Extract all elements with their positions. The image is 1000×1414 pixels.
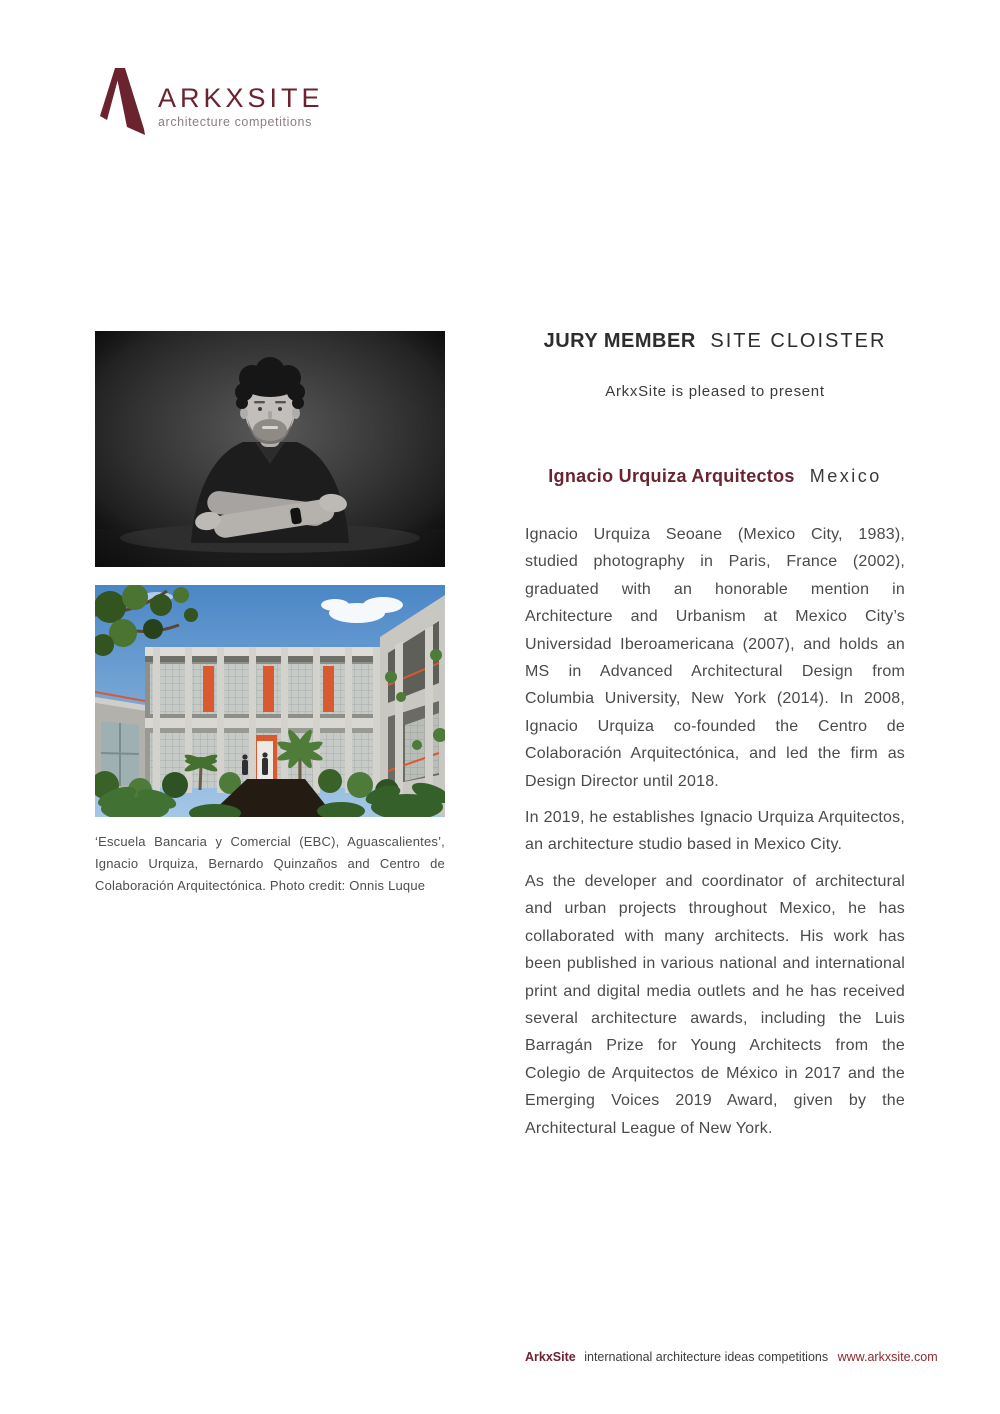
bio-paragraph-2: In 2019, he establishes Ignacio Urquiza Arquitectos, an architecture studio based in Mexico City.	[525, 809, 905, 854]
content-column	[525, 330, 905, 1151]
portrait-photo	[95, 331, 445, 567]
footer-brand: ArkxSite	[525, 1350, 576, 1364]
jury-title-label: JURY MEMBER	[543, 330, 696, 352]
jury-title-competition: SITE CLOISTER	[710, 330, 887, 352]
courtyard-photo	[95, 585, 445, 817]
jury-member-country: Mexico	[809, 466, 882, 486]
footer-description: international architecture ideas competitions	[584, 1350, 829, 1364]
biography	[525, 521, 905, 1142]
photo-column	[95, 331, 445, 897]
jury-title	[525, 330, 905, 353]
footer	[525, 1349, 938, 1365]
jury-member-name: Ignacio Urquiza Arquitectos	[548, 466, 795, 486]
presentation-subtitle: ArkxSite is pleased to present	[605, 383, 825, 400]
bio-paragraph-3: As the developer and coordinator of architectural and urban projects throughout Mexico, he has collaborated with many architects. His work has been published in various national and international print and digital media outlets and he has received several architecture awards, including the Luis Barragán Prize for Young Architects from the Colegio de Arquitectos de México in 2017 and the Emerging Voices 2019 Award, given by the Architectural League of New York.	[525, 872, 905, 1137]
jury-member-row	[525, 465, 905, 487]
brand-tagline: architecture competitions	[158, 115, 312, 129]
brand-name: ARKXSITE	[158, 83, 324, 113]
bio-paragraph-1: Ignacio Urquiza Seoane (Mexico City, 1983), studied photography in Paris, France (2002), graduated with an honorable mention in Architecture and Urbanism at Mexico City’s Universidad Iberoamericana (2007), and holds an MS in Advanced Architectural Design from Columbia University, New York (2014). In 2008, Ignacio Urquiza co-founded the Centro de Colaboración Arquitectónica, and led the firm as Design Director until 2018.	[525, 526, 905, 790]
arkxsite-logo-mark-icon	[100, 68, 145, 135]
photo-caption: ‘Escuela Bancaria y Comercial (EBC), Aguascalientes’, Ignacio Urquiza, Bernardo Quinzaños and Centro de Colaboración Arquitectónica. Photo credit: Onnis Luque	[95, 834, 445, 893]
arkxsite-logo	[100, 68, 324, 135]
footer-url-link[interactable]: www.arkxsite.com	[837, 1350, 938, 1364]
